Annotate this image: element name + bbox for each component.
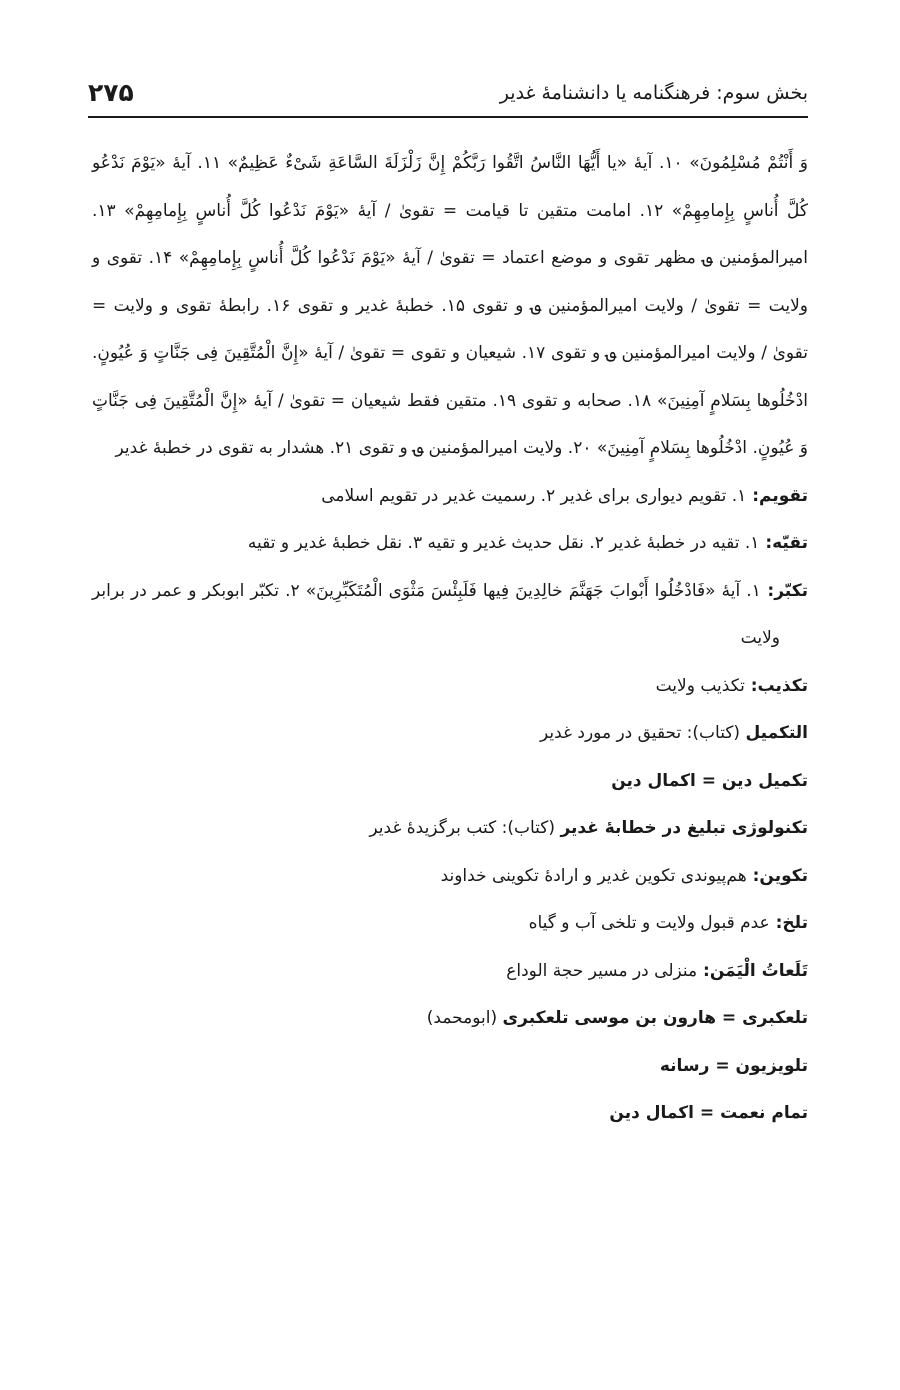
entry-technology-tabligh (92, 805, 808, 853)
entry-separator: : (746, 865, 760, 886)
entry-television (92, 1043, 808, 1091)
entry-talaat-al-yaman (92, 948, 808, 996)
entry-separator: : (744, 675, 758, 696)
entry-definition: (ابومحمد) (426, 1008, 498, 1028)
entry-separator: : (769, 913, 783, 933)
entry-definition: ۱. تقیه در خطبهٔ غدیر ۲. نقل حدیث غدیر و تقیه ۳. نقل خطبهٔ غدیر و تقیه (247, 533, 760, 553)
entry-definition: عدم قبول ولایت و تلخی آب و گیاه (528, 913, 770, 933)
entry-term: تقویم (759, 485, 808, 506)
entry-term: تمام نعمت = اکمال دین (609, 1103, 808, 1123)
entry-talakbari (92, 995, 808, 1043)
running-header-title: بخش سوم: فرهنگنامه یا دانشنامهٔ غدیر (499, 82, 808, 104)
entry-definition: (کتاب): تحقیق در مورد غدیر (540, 723, 741, 743)
entry-definition: ۱. تقویم دیواری برای غدیر ۲. رسمیت غدیر در تقویم اسلامی (321, 485, 747, 506)
entry-term: تکمیل دین = اکمال دین (611, 770, 808, 791)
page-number: ۲۷۵ (88, 78, 134, 107)
page-body (92, 140, 808, 1138)
entry-term: تَلَعاتُ الْیَمَن (709, 960, 808, 981)
entry-takabbor (92, 568, 808, 663)
entry-term: التکمیل (745, 723, 808, 743)
entry-al-takmil (92, 710, 808, 758)
entry-definition: (کتاب): کتب برگزیدهٔ غدیر (369, 818, 556, 838)
entry-takzib (92, 663, 808, 711)
entry-talkh (92, 900, 808, 948)
entry-term: تکوین (759, 865, 808, 886)
entry-takmil-din (92, 758, 808, 806)
entry-term: تلعکبری = هارون بن موسی تلعکبری (502, 1008, 808, 1028)
entry-term: تکنولوژی تبلیغ در خطابهٔ غدیر (560, 818, 808, 838)
entry-separator: : (697, 960, 710, 981)
continued-entry-text: وَ أَنْتُمْ مُسْلِمُونَ» ۱۰. آیهٔ «یا أَیُّهَا النَّاسُ اتَّقُوا رَبَّکُمْ إِنَّ زَلْزَلَةَ السَّاعَةِ شَیْءٌ عَظِیمٌ» ۱۱. آیهٔ «یَوْمَ نَدْعُو کُلَّ أُناسٍ بِإِمامِهِمْ» ۱۲. امامت متقین تا قیامت = تقویٰ / آیهٔ «یَوْمَ نَدْعُوا کُلَّ أُناسٍ بِإِمامِهِمْ» ۱۳. امیرالمؤمنین ؈ مظهر تقوی و موضع اعتماد = تقویٰ / آیهٔ «یَوْمَ نَدْعُوا کُلَّ أُناسٍ بِإِمامِهِمْ» ۱۴. تقوی و ولایت = تقویٰ / ولایت امیرالمؤمنین ؈ و تقوی ۱۵. خطبهٔ غدیر و تقوی ۱۶. رابطهٔ تقوی و ولایت = تقویٰ / ولایت امیرالمؤمنین ؈ و تقوی ۱۷. شیعیان و تقوی = تقویٰ / آیهٔ «إِنَّ الْمُتَّقِینَ فِی جَنَّاتٍ وَ عُیُونٍ. ادْخُلُوها بِسَلامٍ آمِنِینَ» ۱۸. صحابه و تقوی ۱۹. متقین فقط شیعیان = تقویٰ / آیهٔ «إِنَّ الْمُتَّقِینَ فِی جَنَّاتٍ وَ عُیُونٍ. ادْخُلُوها بِسَلامٍ آمِنِینَ» ۲۰. ولایت امیرالمؤمنین ؈ و تقوی ۲۱. هشدار به تقوی در خطبهٔ غدیر (92, 153, 809, 458)
header-rule (88, 116, 808, 118)
entry-definition: ۱. آیهٔ «فَادْخُلُوا أَبْوابَ جَهَنَّمَ خالِدِینَ فِیها فَلَبِئْسَ مَثْوَی الْمُتَکَبِّرِینَ» ۲. تکبّر ابوبکر و عمر در برابر ولایت (92, 580, 780, 648)
entry-definition: هم‌پیوندی تکوین غدیر و ارادهٔ تکوینی خداوند (440, 865, 747, 886)
entry-term: تقیّه (772, 533, 808, 553)
entry-separator: : (746, 485, 759, 506)
entry-term: تلویزیون = رسانه (659, 1055, 808, 1076)
entry-definition: تکذیب ولایت (655, 675, 745, 696)
entry-term: تکبّر (774, 580, 808, 601)
entry-tamam-nemat (92, 1090, 808, 1138)
running-header (88, 68, 808, 108)
entry-definition: منزلی در مسیر حجة الوداع (506, 960, 698, 981)
entry-separator: : (760, 580, 775, 601)
entry-term: تکذیب (757, 675, 808, 696)
entry-takvin (92, 853, 808, 901)
entry-separator: : (759, 533, 773, 553)
entry-taqiyyah (92, 520, 808, 568)
entry-taqvim (92, 473, 808, 521)
entry-term: تلخ (782, 913, 808, 933)
